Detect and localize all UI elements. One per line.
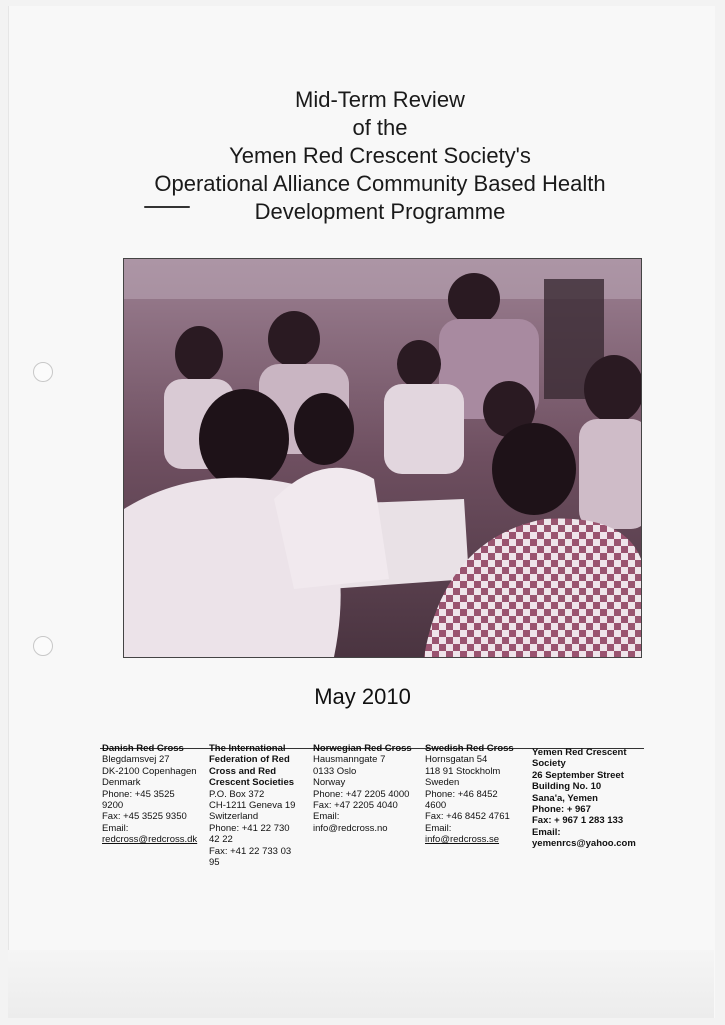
contact-line: Email: <box>313 811 340 823</box>
contact-line: Email: <box>102 822 129 834</box>
cover-photo-illustration <box>124 259 641 657</box>
contact-org-line: Cross and Red <box>209 765 277 777</box>
cover-photo <box>123 258 642 658</box>
contact-line: Phone: +47 2205 4000 <box>313 788 410 800</box>
title-line-5: Development Programme <box>254 199 506 224</box>
contact-line: Fax: +46 8452 4761 <box>425 811 510 823</box>
contact-line: 4600 <box>425 800 447 812</box>
contact-line: Norway <box>313 777 346 789</box>
contact-org-line: Society <box>532 758 566 770</box>
contact-line: Sweden <box>425 777 460 789</box>
contact-line: Switzerland <box>209 811 259 823</box>
email-link[interactable]: yemenrcs@yahoo.com <box>532 838 636 850</box>
contact-line: 118 91 Stockholm <box>425 765 501 777</box>
contact-org-line: Crescent Societies <box>209 777 295 789</box>
email-link[interactable]: info@redcross.no <box>313 822 388 834</box>
title-line-4: Operational Alliance Community Based Health <box>154 171 606 196</box>
email-link[interactable]: info@redcross.se <box>425 834 500 846</box>
contact-line: Hausmanngate 7 <box>313 754 386 766</box>
contact-line: Fax: +45 3525 9350 <box>102 811 187 823</box>
contact-line: DK-2100 Copenhagen <box>102 765 197 777</box>
contact-line: 42 22 <box>209 834 233 846</box>
contact-swedish-red-cross <box>425 743 514 846</box>
contact-line: Denmark <box>102 777 141 789</box>
contact-org-line: Federation of Red <box>209 754 290 766</box>
pen-underline-mark <box>144 206 190 208</box>
title-line-2: of the <box>352 115 408 140</box>
scan-bottom-shade <box>8 950 714 1018</box>
title-line-3: Yemen Red Crescent Society's <box>229 143 531 168</box>
contact-line: 0133 Oslo <box>313 765 357 777</box>
contact-org: Yemen Red Crescent <box>532 747 627 758</box>
contact-line: Fax: +47 2205 4040 <box>313 800 398 812</box>
contact-line: Email: <box>425 822 452 834</box>
contact-line: 95 <box>209 857 220 869</box>
contact-ifrc <box>209 743 295 868</box>
contact-org: Swedish Red Cross <box>425 743 514 754</box>
contact-org: The International <box>209 743 286 754</box>
contact-yemen-red-crescent <box>532 747 636 850</box>
contact-org: Norwegian Red Cross <box>313 743 412 754</box>
contact-line: Hornsgatan 54 <box>425 754 488 766</box>
contact-line: CH-1211 Geneva 19 <box>209 800 296 812</box>
contact-line: Fax: + 967 1 283 133 <box>532 815 624 827</box>
contact-norwegian-red-cross <box>313 743 412 834</box>
contact-line: Blegdamsvej 27 <box>102 754 170 766</box>
punch-hole-top <box>33 362 53 382</box>
contact-line: Building No. 10 <box>532 781 602 793</box>
contact-org: Danish Red Cross <box>102 743 184 754</box>
contact-line: Fax: +41 22 733 03 <box>209 845 292 857</box>
report-title <box>120 86 640 226</box>
contact-line: Email: <box>532 826 561 838</box>
contact-line: 9200 <box>102 800 124 812</box>
contact-danish-red-cross <box>102 743 197 846</box>
contact-line: P.O. Box 372 <box>209 788 265 800</box>
report-date: May 2010 <box>314 684 411 709</box>
contact-line: Phone: +46 8452 <box>425 788 498 800</box>
contact-line: Sana'a, Yemen <box>532 792 598 804</box>
contact-line: Phone: +45 3525 <box>102 788 175 800</box>
contact-line: Phone: +41 22 730 <box>209 822 290 834</box>
contact-line: Phone: + 967 <box>532 804 591 816</box>
title-line-1: Mid-Term Review <box>295 87 465 112</box>
punch-hole-bottom <box>33 636 53 656</box>
email-link[interactable]: redcross@redcross.dk <box>102 834 198 846</box>
contact-line: 26 September Street <box>532 769 624 781</box>
